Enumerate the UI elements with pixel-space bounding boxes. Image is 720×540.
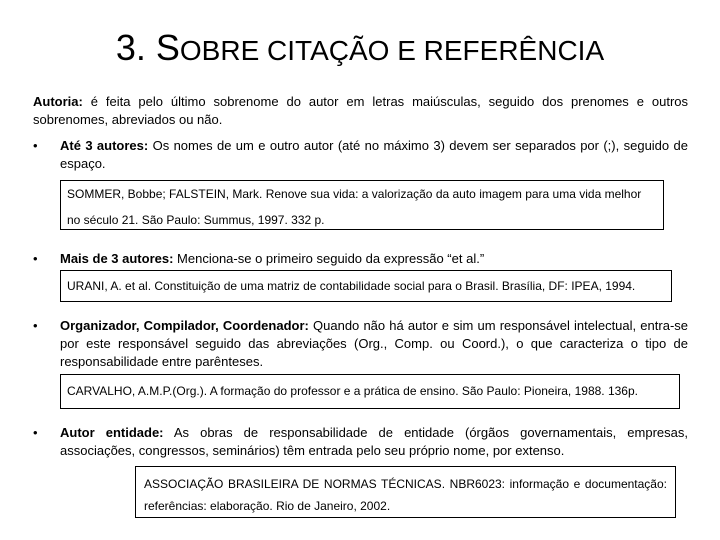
bullet-item [33, 424, 688, 464]
bullet-symbol: • [33, 425, 38, 440]
title-rest: OBRE CITAÇÃO E REFERÊNCIA [179, 35, 605, 66]
bullet-label: Mais de 3 autores: [60, 251, 174, 266]
bullet-text [60, 250, 688, 268]
bullet-item [33, 250, 688, 270]
bullet-symbol: • [33, 138, 38, 153]
bullet-description: Menciona-se o primeiro seguido da expressão “et al.” [173, 251, 485, 266]
bullet-item [33, 317, 688, 373]
bullet-text [60, 137, 688, 173]
reference-box [60, 180, 664, 230]
autoria-label: Autoria: [33, 94, 83, 109]
bullet-label: Organizador, Compilador, Coordenador: [60, 318, 309, 333]
bullet-label: Autor entidade: [60, 425, 164, 440]
reference-line: no século 21. São Paulo: Summus, 1997. 332 p. [67, 213, 325, 227]
reference-line: SOMMER, Bobbe; FALSTEIN, Mark. Renove sua vida: a valorização da auto imagem para uma vida melhor [67, 187, 642, 201]
bullet-description: Quando não há autor e sim um responsável intelectual, entra-se por este responsável seguido das abreviações (Org., Comp. ou Coord.), o que caracteriza o tipo de responsabilidade entre parênteses. [60, 318, 688, 369]
bullet-description: As obras de responsabilidade de entidade (órgãos governamentais, empresas, associações, congressos, seminários) têm entrada pelo seu próprio nome, por extenso. [60, 425, 689, 458]
reference-line: ASSOCIAÇÃO BRASILEIRA DE NORMAS TÉCNICAS. NBR6023: informação e documentação: [144, 477, 667, 491]
reference-box [135, 466, 676, 518]
title-prefix: 3. S [115, 27, 180, 68]
bullet-text [60, 424, 688, 460]
bullet-symbol: • [33, 251, 38, 266]
reference-line: CARVALHO, A.M.P.(Org.). A formação do professor e a prática de ensino. São Paulo: Pioneira, 1988. 136p. [67, 384, 638, 398]
reference-line: referências: elaboração. Rio de Janeiro, 2002. [144, 499, 391, 513]
autoria-text: é feita pelo último sobrenome do autor em letras maiúsculas, seguido dos prenomes e outros sobrenomes, abreviados ou não. [33, 94, 688, 127]
bullet-description: Os nomes de um e outro autor (até no máximo 3) devem ser separados por (;), seguido de espaço. [60, 138, 688, 171]
bullet-label: Até 3 autores: [60, 138, 149, 153]
bullet-item [33, 137, 688, 177]
reference-box [60, 270, 672, 302]
autoria-paragraph [33, 93, 688, 129]
bullet-symbol: • [33, 318, 38, 333]
bullet-text [60, 317, 688, 371]
reference-box [60, 374, 680, 409]
page-title [0, 26, 720, 73]
reference-line: URANI, A. et al. Constituição de uma matriz de contabilidade social para o Brasil. Brasília, DF: IPEA, 1994. [67, 279, 636, 293]
